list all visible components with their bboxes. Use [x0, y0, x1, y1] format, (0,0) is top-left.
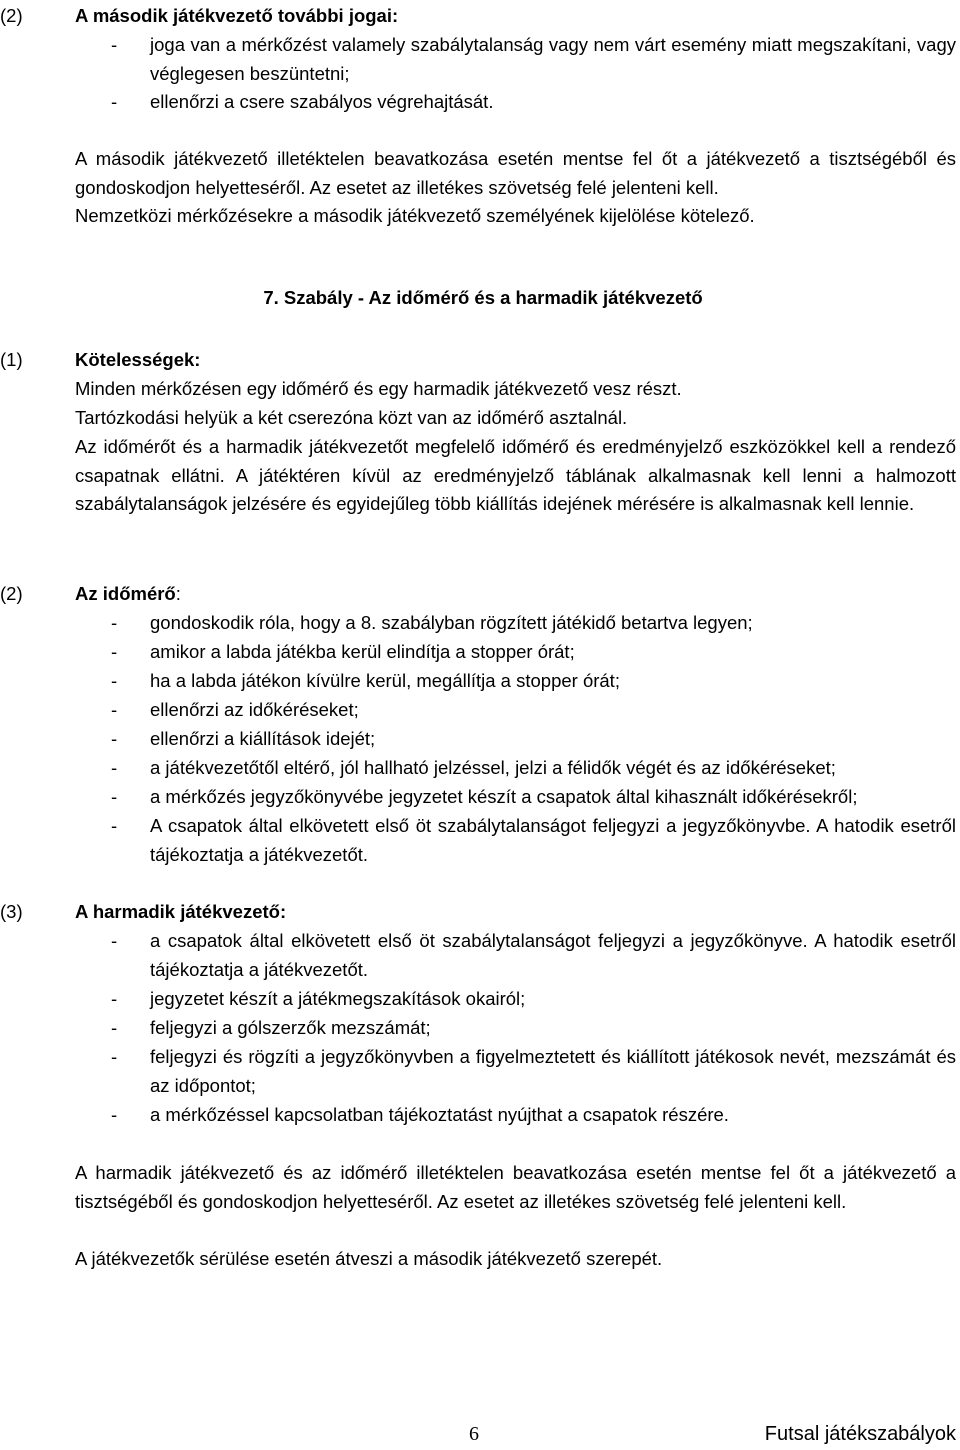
section-heading: Az időmérő	[75, 583, 176, 604]
section-number: (1)	[0, 349, 23, 370]
section-heading: A harmadik játékvezető:	[75, 901, 287, 922]
list-item: - feljegyzi a gólszerzők mezszámát;	[111, 1017, 431, 1038]
list-item: - amikor a labda játékba kerül elindítja a stopper órát;	[111, 641, 575, 662]
page-number: 6	[469, 1423, 479, 1445]
paragraph: Nemzetközi mérkőzésekre a második játékvezető személyének kijelölése kötelező.	[75, 205, 755, 226]
list-item: - ellenőrzi a csere szabályos végrehajtását.	[111, 91, 494, 112]
paragraph: Minden mérkőzésen egy időmérő és egy harmadik játékvezető vesz részt.	[75, 378, 682, 399]
section-number: (3)	[0, 901, 23, 922]
section-number: (2)	[0, 5, 23, 26]
list-item: - A csapatok által elkövetett első öt szabálytalanságot feljegyzi a jegyzőkönyvbe. A hatodik esetről tájékoztatja a játékvezetőt.	[111, 815, 956, 865]
list-item: - joga van a mérkőzést valamely szabálytalanság vagy nem várt esemény miatt megszakítani, vagy véglegesen beszüntetni;	[111, 34, 956, 84]
list-item: - ellenőrzi a kiállítások idejét;	[111, 728, 376, 749]
paragraph: A harmadik játékvezető és az időmérő illetéktelen beavatkozása esetén mentse fel őt a játékvezető a tisztségéből és gondoskodjon helyetteséről. Az esetet az illetékes szövetség felé jelenteni kell.	[75, 1162, 956, 1212]
paragraph: A játékvezetők sérülése esetén átveszi a második játékvezető szerepét.	[75, 1248, 663, 1269]
section-heading: A második játékvezető további jogai:	[75, 5, 399, 26]
list-item: - jegyzetet készít a játékmegszakítások okairól;	[111, 988, 526, 1009]
footer-title: Futsal játékszabályok	[764, 1423, 956, 1445]
paragraph: Tartózkodási helyük a két cserezóna közt van az időmérő asztalnál.	[75, 407, 628, 428]
paragraph: A második játékvezető illetéktelen beavatkozása esetén mentse fel őt a játékvezető a tisztségéből és gondoskodjon helyetteséről. Az esetet az illetékes szövetség felé jelenteni kell.	[75, 148, 956, 198]
document-page: (2) A második játékvezető további jogai: - joga van a mérkőzést valamely szabálytalanság vagy nem várt esemény miatt megszakítani, vagy véglegesen beszüntetni; - ellenőrzi a csere szabályos végrehajtását. A második játékvezető illetéktelen beavatkozása esetén mentse fel őt a játékvezető a tisztségéből és gondoskodjon helyetteséről. Az esetet az illetékes szövetség felé jelenteni kell. Nemzetközi mérkőzésekre a második játékvezető személyének kijelölése kötelező. 7. Szabály - Az időmérő és a harmadik játékvezető (1) Kötelességek: Minden mérkőzésen egy időmérő és egy harmadik játékvezető vesz részt. Tartózkodási helyük a két cserezóna közt van az időmérő asztalnál. Az időmérőt és a harmadik játékvezetőt megfelelő időmérő és eredményjelző eszközökkel kell a rendező csapatnak ellátni. A játéktéren kívül az eredményjelző táblának alkalmasnak kell lenni a halmozott szabálytalanságok jelzésére és egyidejűleg több kiállítás idejének mérésére is alkalmasnak kell lennie. (2) Az időmérő: - gondoskodik róla, hogy a 8. szabályban rögzített játékidő betartva legyen; - amikor a labda játékba kerül elindítja a stopper órát; - ha a labda játékon kívülre kerül, megállítja a stopper órát; - ellenőrzi az időkéréseket; - ellenőrzi a kiállítások idejét; - a játékvezetőtől eltérő, jól hallható jelzéssel, jelzi a félidők végét és az időkéréseket; - a mérkőzés jegyzőkönyvébe jegyzetet készít a csapatok által kihasznált időkérésekről; - A csapatok által elkövetett első öt szabálytalanságot feljegyzi a jegyzőkönyvbe. A hatodik esetről tájékoztatja a játékvezetőt. (3) A harmadik játékvezető: - a csapatok által elkövetett első öt szabálytalanságot feljegyzi a jegyzőkönyve. A hatodik esetről tájékoztatja a játékvezetőt. - jegyzetet készít a játékmegszakítások okairól; - feljegyzi a gólszerzők mezszámát; - feljegyzi és rögzíti a jegyzőkönyvben a figyelmeztetett és kiállított játékosok nevét, mezszámát és az időpontot; - a mérkőzéssel kapcsolatban tájékoztatást nyújthat a csapatok részére. A harmadik játékvezető és az időmérő illetéktelen beavatkozása esetén mentse fel őt a játékvezető a tisztségéből és gondoskodjon helyetteséről. Az esetet az illetékes szövetség felé jelenteni kell. A játékvezetők sérülése esetén átveszi a második játékvezető szerepét. 6 Futsal játékszabályok	[0, 0, 960, 1450]
list-item: - ha a labda játékon kívülre kerül, megállítja a stopper órát;	[111, 670, 620, 691]
section-number: (2)	[0, 583, 23, 604]
list-item: - a mérkőzéssel kapcsolatban tájékoztatást nyújthat a csapatok részére.	[111, 1104, 729, 1125]
list-item: - a játékvezetőtől eltérő, jól hallható jelzéssel, jelzi a félidők végét és az időkéréseket;	[111, 757, 836, 778]
list-item: - feljegyzi és rögzíti a jegyzőkönyvben a figyelmeztetett és kiállított játékosok nevét, mezszámát és az időpontot;	[111, 1046, 956, 1096]
list-item: - a csapatok által elkövetett első öt szabálytalanságot feljegyzi a jegyzőkönyve. A hatodik esetről tájékoztatja a játékvezetőt.	[111, 930, 956, 980]
list-item: - ellenőrzi az időkéréseket;	[111, 699, 359, 720]
paragraph: Az időmérőt és a harmadik játékvezetőt megfelelő időmérő és eredményjelző eszközökkel kell a rendező csapatnak ellátni. A játéktéren kívül az eredményjelző táblának alkalmasnak kell lenni a halmozott szabálytalanságok jelzésére és egyidejűleg több kiállítás idejének mérésére is alkalmasnak kell lennie.	[75, 436, 956, 515]
section-heading: Kötelességek:	[75, 349, 201, 370]
list-item: - a mérkőzés jegyzőkönyvébe jegyzetet készít a csapatok által kihasznált időkérésekről;	[111, 786, 858, 807]
rule-title: 7. Szabály - Az időmérő és a harmadik játékvezető	[263, 287, 703, 308]
list-item: - gondoskodik róla, hogy a 8. szabályban rögzített játékidő betartva legyen;	[111, 612, 753, 633]
